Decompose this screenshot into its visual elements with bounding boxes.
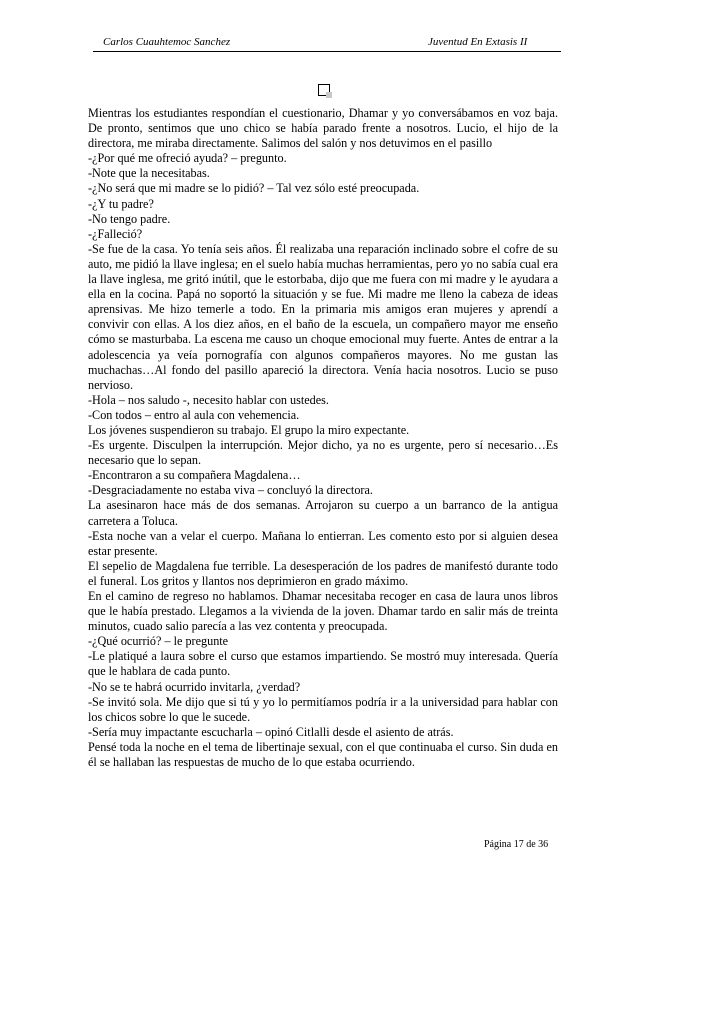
paragraph: El sepelio de Magdalena fue terrible. La desesperación de los padres de manifestó durante todo el funeral. Los gritos y llantos nos deprimieron en grado máximo.	[88, 558, 558, 588]
paragraph: -Esta noche van a velar el cuerpo. Mañana lo entierran. Les comento esto por si alguien desea estar presente.	[88, 528, 558, 558]
paragraph: -Desgraciadamente no estaba viva – concluyó la directora.	[88, 483, 373, 498]
paragraph: -Con todos – entro al aula con vehemencia.	[88, 407, 300, 422]
paragraph: -No tengo padre.	[88, 211, 171, 226]
header-title: Juventud En Extasis II	[428, 36, 528, 48]
paragraph: -¿No será que mi madre se lo pidió? – Tal vez sólo esté preocupada.	[88, 181, 420, 196]
page-number: Página 17 de 36	[484, 839, 549, 850]
image-placeholder-shadow	[326, 92, 332, 98]
body-text	[88, 106, 558, 770]
paragraph: Mientras los estudiantes respondían el cuestionario, Dhamar y yo conversábamos en voz baja. De pronto, sentimos que uno chico se había parado frente a nosotros. Lucio, el hijo de la directora, me miraba directamente. Salimos del salón y nos detuvimos en el pasillo	[88, 106, 558, 151]
header-author: Carlos Cuauhtemoc Sanchez	[103, 36, 231, 48]
paragraph: -Encontraron a su compañera Magdalena…	[88, 468, 301, 483]
paragraph: Pensé toda la noche en el tema de libertinaje sexual, con el que continuaba el curso. Sin duda en él se hallaban las respuestas de mucho de lo que estaba ocurriendo.	[88, 739, 558, 770]
paragraph: En el camino de regreso no hablamos. Dhamar necesitaba recoger en casa de laura unos libros que le había prestado. Llegamos a la vivienda de la joven. Dhamar tardo en salir más de treinta minutos, cuado salio parecía a las vez contenta y preocupada.	[88, 589, 558, 634]
paragraph: -Note que la necesitabas.	[88, 166, 210, 181]
paragraph: -Se fue de la casa. Yo tenía seis años. Él realizaba una reparación inclinado sobre el cofre de su auto, me pidió la llave inglesa; en el suelo había muchas herramientas, pero yo no sabía cual era la llave inglesa, me gritó inútil, que le estorbaba, dijo que me fuera con mi madre y le ayudara a ella en la cocina. Papá no soportó la situación y se fue. Mi madre me lleno la cabeza de ideas aprensivas. Me hizo temerle a todo. En la primaria mis amigos eran mujeres y aprendí a convivir con ellas. A los diez años, en el baño de la escuela, un compañero mayor me enseño cómo se masturbaba. La escena me causo un choque emocional muy fuerte. Antes de entrar a la adolescencia ya veía pornografía con algunos compañeros mayores. No me gustan las muchachas…Al fondo del pasillo apareció la directora. Venía hacia nosotros. Lucio se puso nervioso.	[88, 241, 558, 392]
paragraph: -Hola – nos saludo -, necesito hablar con ustedes.	[88, 392, 329, 407]
paragraph: -Es urgente. Disculpen la interrupción. Mejor dicho, ya no es urgente, pero sí necesario…Es necesario que lo sepan.	[88, 438, 558, 468]
paragraph: -¿Por qué me ofreció ayuda? – pregunto.	[88, 151, 287, 166]
paragraph: La asesinaron hace más de dos semanas. Arrojaron su cuerpo a un barranco de la antigua carretera a Toluca.	[88, 498, 558, 528]
page-header	[93, 35, 561, 52]
paragraph: -¿Qué ocurrió? – le pregunte	[88, 634, 229, 649]
paragraph: -¿Y tu padre?	[88, 196, 154, 211]
paragraph: -Le platiqué a laura sobre el curso que estamos impartiendo. Se mostró muy interesada. Quería que le hablara de cada punto.	[88, 649, 558, 679]
paragraph: -Se invitó sola. Me dijo que si tú y yo lo permitíamos podría ir a la universidad para hablar con los chicos sobre lo que le sucede.	[88, 694, 558, 724]
paragraph: -¿Falleció?	[88, 226, 143, 241]
paragraph: -No se te habrá ocurrido invitarla, ¿verdad?	[88, 679, 301, 694]
paragraph: Los jóvenes suspendieron su trabajo. El grupo la miro expectante.	[88, 422, 410, 437]
paragraph: -Sería muy impactante escucharla – opinó Citlalli desde el asiento de atrás.	[88, 724, 454, 739]
